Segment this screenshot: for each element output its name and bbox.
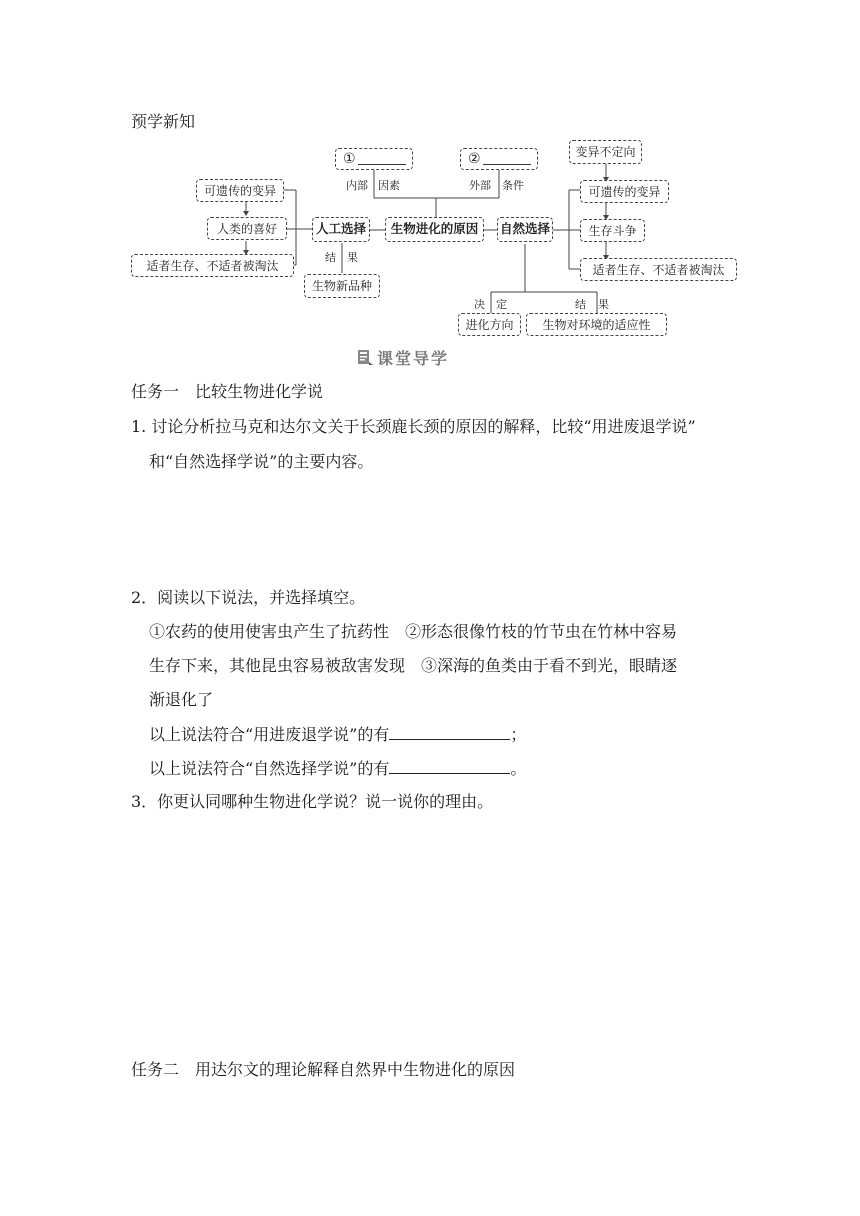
- label-decide-b: 定: [496, 298, 507, 311]
- q2-fill2-blank[interactable]: [389, 759, 510, 774]
- q3: 3．你更认同哪种生物进化学说？说一说你的理由。: [131, 792, 494, 811]
- q2-line2: 生存下来，其他昆虫容易被敌害发现 ③深海的鱼类由于看不到光，眼睛逐: [149, 656, 678, 675]
- q2-fill2: [149, 759, 526, 779]
- evolution-concept-diagram: [0, 0, 860, 345]
- q2-fill2-prefix: 以上说法符合“自然选择学说”的有: [149, 759, 390, 778]
- label-nresult-b: 果: [598, 298, 609, 311]
- classroom-guide-banner: [357, 345, 449, 369]
- task1-title: 任务一 比较生物进化学说: [131, 382, 324, 401]
- section-title: 预学新知: [131, 112, 196, 131]
- left-survival-box: 适者生存、不适者被淘汰: [131, 254, 294, 277]
- right-heritable-variation-box: 可遗传的变异: [580, 180, 669, 203]
- label-result-a: 结: [325, 251, 336, 264]
- left-human-preference-box: 人类的喜好: [207, 217, 287, 240]
- label-external: 外部: [469, 179, 491, 192]
- q1-line2: 和“自然选择学说”的主要内容。: [149, 452, 374, 471]
- right-struggle-box: 生存斗争: [580, 219, 645, 242]
- artificial-selection-box: 人工选择: [312, 217, 370, 242]
- new-variety-box: 生物新品种: [304, 274, 380, 298]
- q2-title: 2．阅读以下说法，并选择填空。: [131, 588, 366, 607]
- blank-2-marker: ②: [468, 151, 481, 167]
- q2-fill2-suffix: 。: [510, 759, 527, 778]
- blank-1-line: [358, 153, 406, 165]
- right-survival-box: 适者生存、不适者被淘汰: [580, 258, 737, 281]
- left-heritable-variation-box: 可遗传的变异: [196, 179, 284, 202]
- banner-text: 课堂导学: [377, 348, 450, 368]
- blank-internal-factor[interactable]: [335, 148, 413, 170]
- blank-1-marker: ①: [343, 151, 356, 167]
- evolution-cause-center-box: 生物进化的原因: [385, 217, 484, 242]
- diagram-connectors: [0, 0, 860, 345]
- task2-title: 任务二 用达尔文的理论解释自然界中生物进化的原因: [131, 1060, 516, 1079]
- blank-external-condition[interactable]: [460, 148, 538, 170]
- right-undirected-variation-box: 变异不定向: [569, 140, 642, 164]
- q2-fill1: [149, 725, 526, 745]
- adaptation-box: 生物对环境的适应性: [526, 313, 667, 336]
- q2-line1: ①农药的使用使害虫产生了抗药性 ②形态很像竹枝的竹节虫在竹林中容易: [149, 622, 678, 641]
- label-condition: 条件: [502, 179, 524, 192]
- natural-selection-box: 自然选择: [497, 217, 553, 242]
- q2-fill1-suffix: ；: [510, 725, 527, 744]
- label-decide-a: 决: [474, 298, 485, 311]
- q2-fill1-blank[interactable]: [389, 725, 510, 740]
- book-icon: [357, 348, 373, 366]
- q2-fill1-prefix: 以上说法符合“用进废退学说”的有: [149, 725, 390, 744]
- label-result-b: 果: [347, 251, 358, 264]
- label-factor: 因素: [378, 179, 400, 192]
- q2-line3: 渐退化了: [149, 690, 214, 709]
- blank-2-line: [483, 153, 531, 165]
- q1-line1: 1. 讨论分析拉马克和达尔文关于长颈鹿长颈的原因的解释，比较“用进废退学说”: [131, 417, 696, 436]
- evolution-direction-box: 进化方向: [458, 313, 521, 336]
- label-nresult-a: 结: [575, 298, 586, 311]
- label-internal: 内部: [346, 179, 368, 192]
